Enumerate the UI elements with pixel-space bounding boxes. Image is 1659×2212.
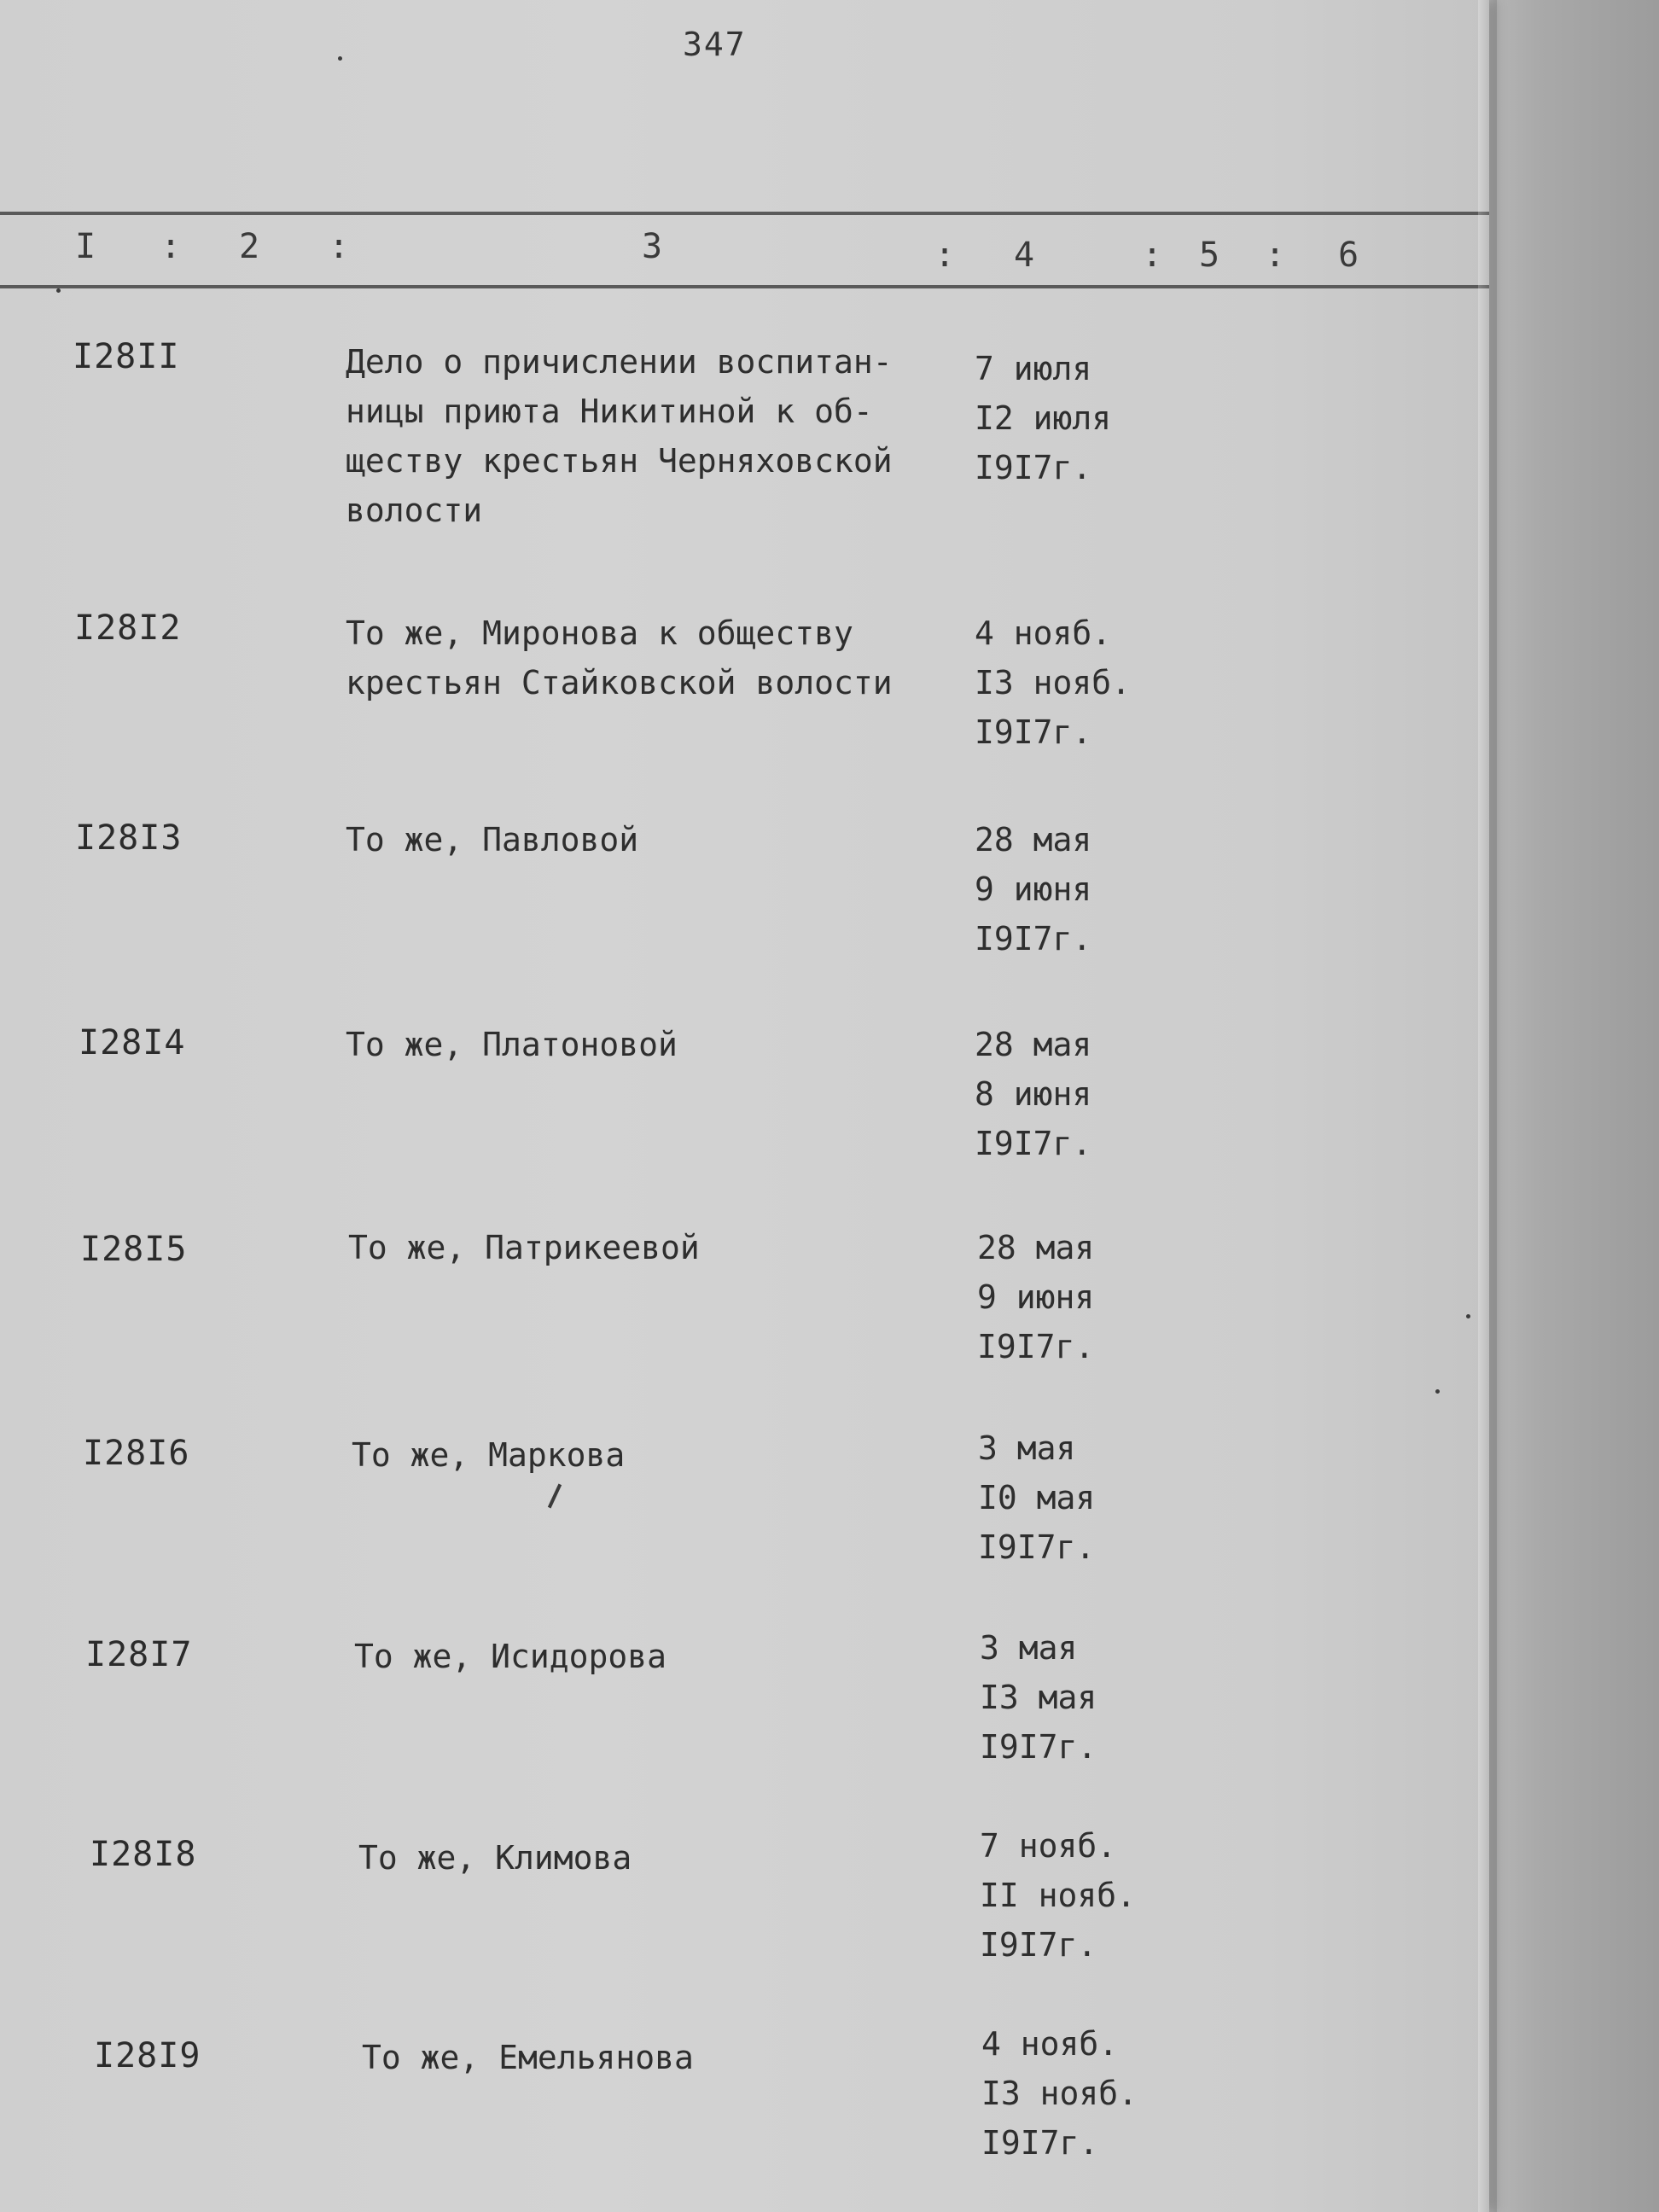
column-header-2: 2 bbox=[239, 227, 260, 266]
date-end: I3 нояб. bbox=[981, 2075, 1138, 2112]
case-description: То же, Миронова к обществу крестьян Стайковской волости bbox=[346, 614, 893, 701]
case-description: То же, Исидорова bbox=[354, 1638, 667, 1675]
case-description: То же, Маркова bbox=[352, 1436, 626, 1474]
date-year: I9I7г. bbox=[980, 1728, 1097, 1766]
case-dates bbox=[980, 1623, 1193, 1772]
date-end: I3 мая bbox=[980, 1679, 1097, 1716]
column-header-3: 3 bbox=[642, 227, 663, 266]
pen-mark bbox=[548, 1484, 562, 1509]
date-start: 4 нояб. bbox=[981, 2025, 1119, 2063]
case-dates bbox=[975, 344, 1188, 492]
date-year: I9I7г. bbox=[977, 1328, 1095, 1365]
case-dates bbox=[980, 1821, 1193, 1970]
date-start: 7 нояб. bbox=[980, 1827, 1117, 1865]
case-number: I28I6 bbox=[83, 1434, 190, 1473]
page-edge-shadow bbox=[1478, 0, 1497, 2212]
date-end: 9 июня bbox=[975, 870, 1092, 908]
date-start: 4 нояб. bbox=[975, 614, 1112, 652]
paper-speck bbox=[56, 288, 61, 293]
date-start: 3 мая bbox=[978, 1429, 1076, 1467]
case-dates bbox=[975, 1020, 1188, 1168]
case-number: I28II bbox=[73, 337, 180, 376]
case-dates bbox=[978, 1423, 1191, 1572]
case-number: I28I9 bbox=[94, 2036, 201, 2075]
underlying-sheet bbox=[1489, 0, 1659, 2212]
date-start: 3 мая bbox=[980, 1629, 1078, 1667]
paper-speck bbox=[1435, 1389, 1440, 1394]
date-year: I9I7г. bbox=[980, 1926, 1097, 1964]
case-description: То же, Патрикеевой bbox=[348, 1229, 700, 1266]
case-number: I28I2 bbox=[74, 608, 182, 648]
case-description: То же, Емельянова bbox=[362, 2039, 694, 2076]
date-year: I9I7г. bbox=[975, 713, 1092, 751]
date-year: I9I7г. bbox=[981, 2124, 1099, 2162]
case-dates bbox=[975, 815, 1188, 963]
paper-speck bbox=[1466, 1314, 1470, 1318]
paper-speck bbox=[338, 56, 342, 61]
date-end: 9 июня bbox=[977, 1278, 1095, 1316]
date-start: 7 июля bbox=[975, 350, 1092, 387]
date-end: II нояб. bbox=[980, 1877, 1137, 1914]
case-number: I28I3 bbox=[75, 818, 183, 858]
column-header-4: 4 bbox=[1014, 236, 1035, 275]
case-description: То же, Платоновой bbox=[346, 1026, 678, 1063]
page-number: 347 bbox=[683, 26, 747, 63]
column-separator: : bbox=[934, 236, 956, 275]
date-year: I9I7г. bbox=[975, 449, 1092, 486]
case-dates bbox=[977, 1223, 1190, 1371]
column-header-row bbox=[0, 220, 1489, 280]
date-end: 8 июня bbox=[975, 1075, 1092, 1113]
case-description: То же, Климова bbox=[358, 1839, 632, 1877]
case-dates bbox=[981, 2019, 1195, 2168]
column-separator: : bbox=[1265, 236, 1286, 275]
date-start: 28 мая bbox=[977, 1229, 1095, 1266]
header-rule-top bbox=[0, 212, 1489, 215]
header-rule-bottom bbox=[0, 285, 1489, 288]
date-start: 28 мая bbox=[975, 821, 1092, 859]
column-separator: : bbox=[160, 227, 182, 266]
case-dates bbox=[975, 608, 1188, 757]
case-number: I28I4 bbox=[79, 1023, 186, 1062]
date-start: 28 мая bbox=[975, 1026, 1092, 1063]
column-separator: : bbox=[329, 227, 350, 266]
column-separator: : bbox=[1142, 236, 1163, 275]
column-header-5: 5 bbox=[1199, 236, 1220, 275]
date-end: I0 мая bbox=[978, 1479, 1096, 1516]
date-year: I9I7г. bbox=[978, 1528, 1096, 1566]
date-year: I9I7г. bbox=[975, 1125, 1092, 1162]
date-year: I9I7г. bbox=[975, 920, 1092, 958]
column-header-1: I bbox=[75, 227, 96, 266]
case-number: I28I5 bbox=[80, 1230, 188, 1269]
case-description: То же, Павловой bbox=[346, 821, 639, 859]
case-number: I28I8 bbox=[90, 1835, 197, 1874]
date-end: I3 нояб. bbox=[975, 664, 1132, 701]
case-description: Дело о причислении воспитан- ницы приюта Никитиной к об- ществу крестьян Черняховской волости bbox=[346, 343, 893, 529]
column-header-6: 6 bbox=[1338, 236, 1359, 275]
case-number: I28I7 bbox=[85, 1635, 193, 1674]
date-end: I2 июля bbox=[975, 399, 1112, 437]
